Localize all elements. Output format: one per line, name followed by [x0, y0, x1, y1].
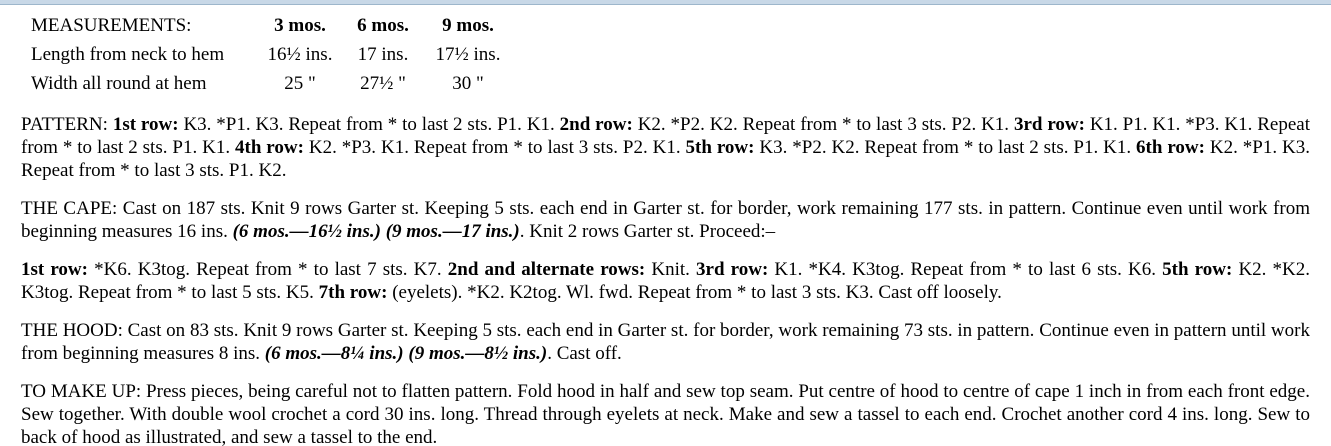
text-run: PATTERN:	[21, 114, 113, 135]
measurements-value: 27½ "	[360, 73, 406, 94]
measurements-col-9mos: 9 mos.	[442, 15, 494, 36]
pattern-paragraph	[21, 113, 1310, 182]
text-run: (eyelets). *K2. K2tog. Wl. fwd. Repeat from * to last 3 sts. K3. Cast off loosely.	[392, 282, 1002, 303]
measurements-row-length	[31, 40, 1310, 69]
measurements-row-label: Width all round at hem	[31, 73, 207, 94]
text-run: K2. *P2. K2. Repeat from * to last 3 sts. P2. K1.	[637, 114, 1014, 135]
cape-paragraph	[21, 197, 1310, 243]
text-run: K3. *P1. K3. Repeat from * to last 2 sts. P1. K1.	[183, 114, 560, 135]
cape-shaping-paragraph	[21, 258, 1310, 304]
text-run: 2nd row:	[559, 114, 638, 135]
measurements-value: 30 "	[452, 73, 484, 94]
text-run: TO MAKE UP: Press pieces, being careful not to flatten pattern. Fold hood in half and sew top seam. Put centre of hood to centre of cape 1 inch in from each front edge. Sew together. With double wool crochet a cord 30 ins. long. Thread through eyelets at neck. Make and sew a tassel to each end. Crochet another cord 4 ins. long. Sew to back of hood as illustrated, and sew a tassel to the end.	[21, 381, 1310, 446]
text-run: . Knit 2 rows Garter st. Proceed:–	[519, 221, 776, 242]
make-up-paragraph	[21, 380, 1310, 446]
hood-paragraph	[21, 319, 1310, 365]
text-run: K3. *P2. K2. Repeat from * to last 2 sts. P1. K1.	[759, 137, 1137, 158]
text-run: 5th row:	[685, 137, 760, 158]
document-content	[0, 5, 1331, 446]
text-run: THE HOOD: Cast on 83 sts. Knit 9 rows Garter st. Keeping 5 sts. each end in Garter st. for border, work remaining 73 sts. in pattern. Continue even in pattern until work from beginning measures 8 ins.	[21, 320, 1310, 364]
text-run: K1. P1. K1. *P3. K1. Repeat from * to last 2 sts. P1. K1.	[21, 114, 1311, 158]
text-run: (9 mos.—17 ins.)	[385, 221, 520, 242]
text-run: 4th row:	[235, 137, 309, 158]
measurements-row-label: Length from neck to hem	[31, 44, 225, 65]
measurements-table	[31, 11, 1310, 98]
text-run: (9 mos.—8½ ins.)	[408, 343, 548, 364]
text-run: K2. *P3. K1. Repeat from * to last 3 sts. P2. K1.	[308, 137, 686, 158]
text-run: K2. *P1. K3. Repeat from * to last 3 sts. P1. K2.	[21, 137, 1310, 181]
text-run: *K6. K3tog. Repeat from * to last 7 sts. K7.	[94, 259, 448, 280]
text-run: 6th row:	[1136, 137, 1210, 158]
measurements-col-3mos: 3 mos.	[274, 15, 326, 36]
measurements-value: 17 ins.	[357, 44, 409, 65]
text-run: Knit.	[651, 259, 697, 280]
measurements-value: 17½ ins.	[435, 44, 501, 65]
text-run: . Cast off.	[547, 343, 622, 364]
text-run: 1st row:	[21, 259, 95, 280]
measurements-row-width	[31, 69, 1310, 98]
text-run: 7th row:	[318, 282, 393, 303]
measurements-value: 16½ ins.	[267, 44, 333, 65]
text-run: 2nd and alternate rows:	[447, 259, 652, 280]
text-run: 1st row:	[112, 114, 184, 135]
text-run: 5th row:	[1162, 259, 1239, 280]
measurements-header-row	[31, 11, 1310, 40]
text-run: (6 mos.—8¼ ins.)	[264, 343, 404, 364]
measurements-value: 25 "	[284, 73, 316, 94]
measurements-col-6mos: 6 mos.	[357, 15, 409, 36]
text-run: THE CAPE: Cast on 187 sts. Knit 9 rows Garter st. Keeping 5 sts. each end in Garter st. for border, work remaining 177 sts. in pattern. Continue even until work from beginning measures 16 ins.	[21, 198, 1310, 242]
text-run: K2. *K2. K3tog. Repeat from * to last 5 sts. K5.	[21, 259, 1311, 303]
text-run: 3rd row:	[696, 259, 775, 280]
text-run: 3rd row:	[1013, 114, 1090, 135]
text-run: (6 mos.—16½ ins.)	[232, 221, 381, 242]
text-run: K1. *K4. K3tog. Repeat from * to last 6 sts. K6.	[774, 259, 1163, 280]
measurements-title: MEASUREMENTS:	[31, 15, 192, 36]
